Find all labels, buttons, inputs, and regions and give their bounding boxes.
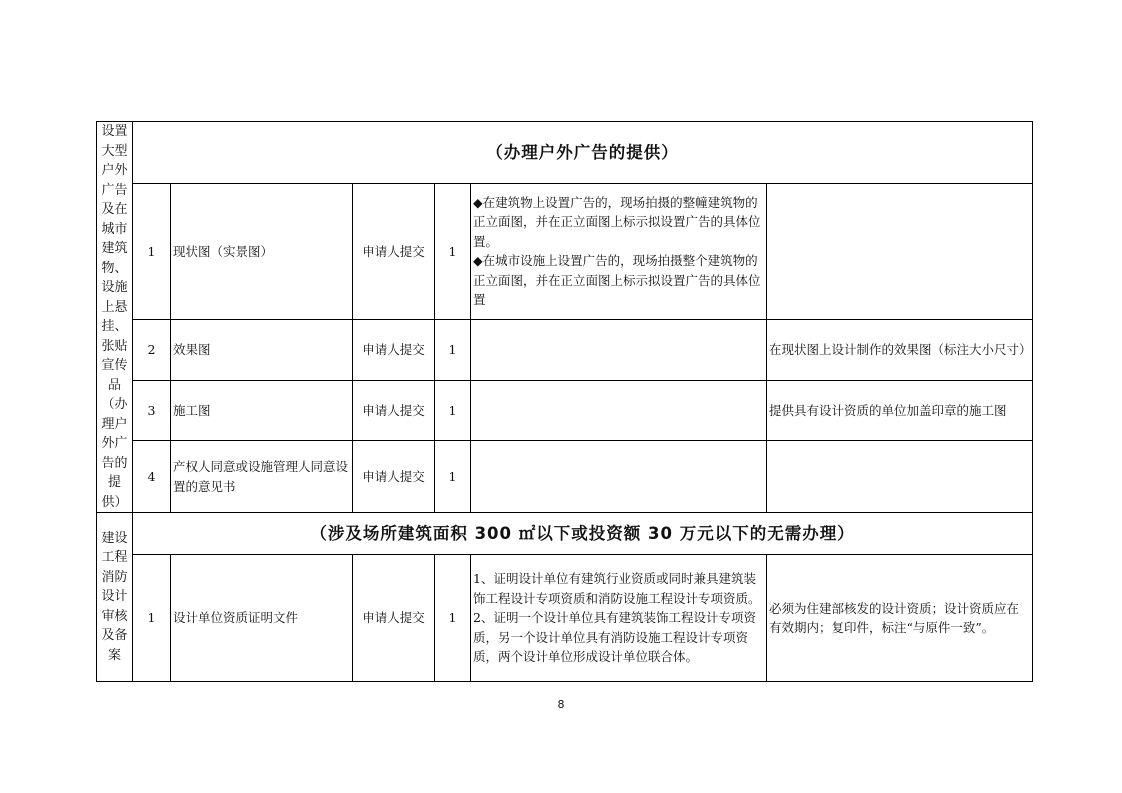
material-name: 效果图 (171, 320, 353, 381)
material-name: 设计单位资质证明文件 (171, 555, 353, 682)
table-row (97, 555, 1033, 682)
table-row (97, 380, 1033, 441)
submitter: 申请人提交 (353, 380, 435, 441)
row-number: 4 (133, 441, 171, 513)
remark (767, 183, 1033, 319)
material-name: 施工图 (171, 380, 353, 441)
row-number: 1 (133, 555, 171, 682)
requirement-desc (471, 441, 767, 513)
remark: 在现状图上设计制作的效果图（标注大小尺寸） (767, 320, 1033, 381)
row-number: 3 (133, 380, 171, 441)
copy-count: 1 (435, 183, 471, 319)
submitter: 申请人提交 (353, 555, 435, 682)
section-title: （涉及场所建筑面积 300 ㎡以下或投资额 30 万元以下的无需办理） (133, 513, 1033, 555)
row-number: 1 (133, 183, 171, 319)
row-number: 2 (133, 320, 171, 381)
requirement-desc (471, 183, 767, 319)
submitter: 申请人提交 (353, 183, 435, 319)
copy-count: 1 (435, 320, 471, 381)
category-cell: 设置大型户外广告及在城市建筑物、设施上悬挂、张贴宣传品（办理户外广告的提供） (97, 122, 133, 513)
requirement-desc (471, 555, 767, 682)
section-title-row (97, 513, 1033, 555)
section-title-row (97, 122, 1033, 184)
desc-line: ◆在城市设施上设置广告的，现场拍摄整个建筑物的正立面图，并在正立面图上标示拟设置广告的具体位置 (473, 253, 761, 308)
desc-line: ◆在建筑物上设置广告的，现场拍摄的整幢建筑物的正立面图，并在正立面图上标示拟设置广告的具体位置。 (473, 194, 761, 249)
desc-line: 1、证明设计单位有建筑行业资质或同时兼具建筑装饰工程设计专项资质和消防设施工程设计专项资质。 (473, 571, 761, 606)
material-name: 现状图（实景图） (171, 183, 353, 319)
table-row (97, 441, 1033, 513)
requirement-desc (471, 320, 767, 381)
remark (767, 441, 1033, 513)
category-cell: 建设工程消防设计审核及备案 (97, 513, 133, 682)
submitter: 申请人提交 (353, 441, 435, 513)
requirement-desc (471, 380, 767, 441)
remark: 必须为住建部核发的设计资质；设计资质应在有效期内；复印件，标注“与原件一致”。 (767, 555, 1033, 682)
section-title: （办理户外广告的提供） (133, 122, 1033, 184)
copy-count: 1 (435, 555, 471, 682)
copy-count: 1 (435, 380, 471, 441)
copy-count: 1 (435, 441, 471, 513)
page-number: 8 (557, 698, 565, 711)
requirements-table (96, 121, 1033, 682)
table-row (97, 183, 1033, 319)
desc-line: 2、证明一个设计单位具有建筑装饰工程设计专项资质，另一个设计单位具有消防设施工程设计专项资质，两个设计单位形成设计单位联合体。 (473, 610, 756, 665)
submitter: 申请人提交 (353, 320, 435, 381)
material-name: 产权人同意或设施管理人同意设置的意见书 (171, 441, 353, 513)
table-row (97, 320, 1033, 381)
remark: 提供具有设计资质的单位加盖印章的施工图 (767, 380, 1033, 441)
